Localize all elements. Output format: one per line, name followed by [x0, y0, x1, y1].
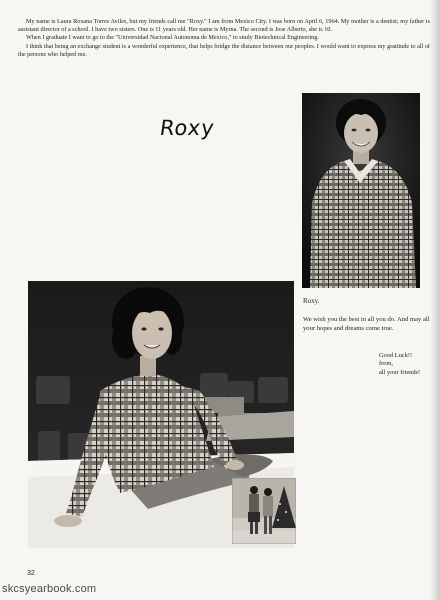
- closing-line: all your friends!: [379, 368, 421, 376]
- page-number: 32: [27, 570, 35, 577]
- bio-paragraph: I think that being an exchange student is a wonderful experience, that helps bridge the distance between our peoples. I would want to express my gratitude to all of the persons who helped me.: [18, 42, 430, 58]
- group-photo: [232, 478, 296, 544]
- handwritten-signature: Roxy: [158, 116, 217, 140]
- bio-paragraph: My name is Laura Roxana Torres Aviles, but my friends call me "Roxy." I am from Mexico City. I was born on April 6, 1964. My mother is a dentist; my father is assistant director of a school. I have two sisters. One is 11 years old. Her name is Myrna. The second is Jose Alberto, she is 10.: [18, 18, 430, 34]
- closing-line: Good Luck!!: [379, 352, 413, 359]
- bio-paragraph: When I graduate I want to go to the "Universidad Nacional Autonoma de Mexico," to study Biotechnical Engineering.: [26, 34, 319, 42]
- portrait-photo: [302, 93, 420, 288]
- closing-line: from,: [379, 360, 394, 368]
- friends-wish-text: We wish you the best in all you do. And may all your hopes and dreams come true.: [303, 316, 430, 332]
- watermark: skcsyearbook.com: [2, 583, 97, 595]
- friends-closing: [379, 352, 420, 377]
- bio-text: [18, 18, 430, 59]
- photo-caption-name: Roxy.: [303, 297, 320, 305]
- page-spine-shadow: [430, 0, 440, 600]
